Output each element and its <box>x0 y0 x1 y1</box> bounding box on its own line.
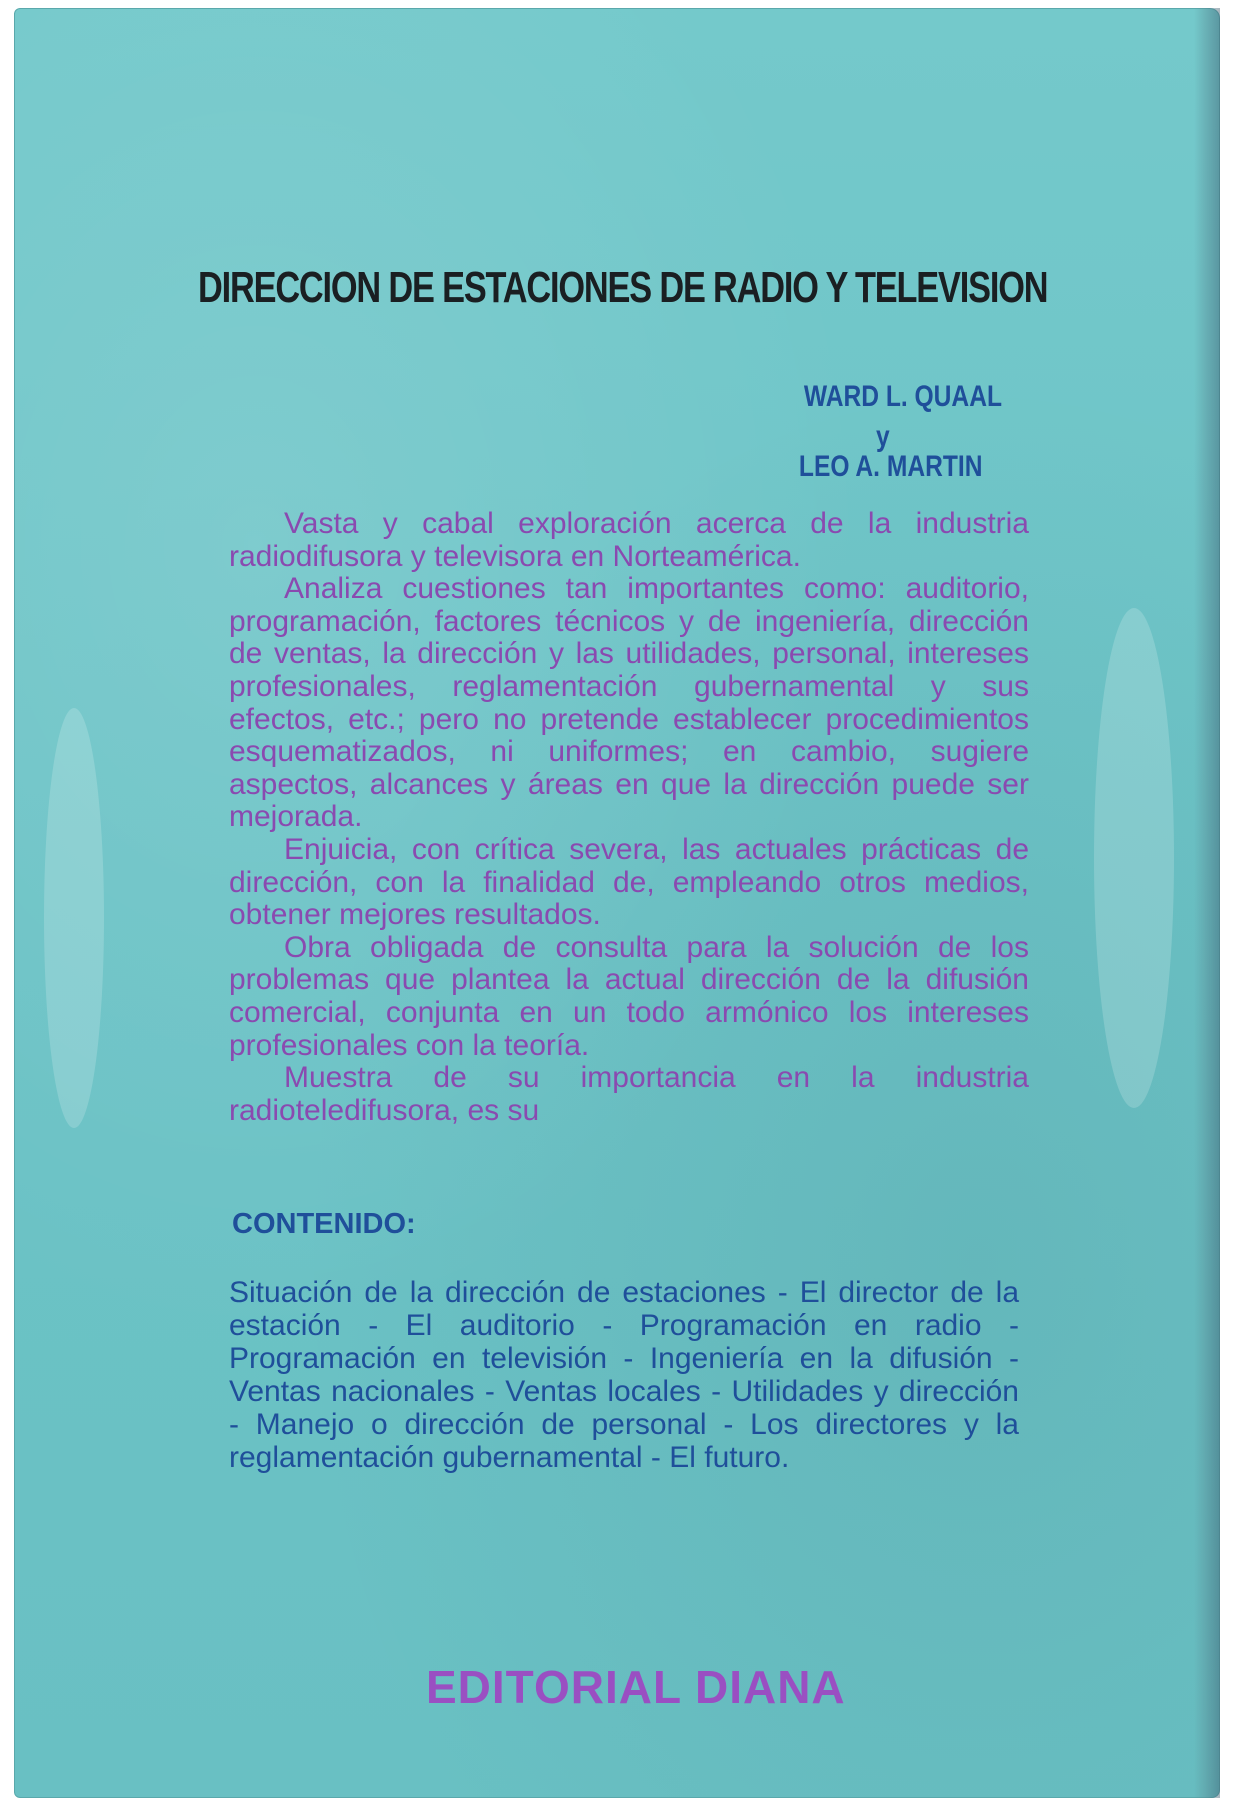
description-paragraph: Enjuicia, con crítica severa, las actuales prácticas de dirección, con la finalidad de, empleando otros medios, obtener mejores resultados. <box>229 832 1029 932</box>
contents-heading: CONTENIDO: <box>232 1208 416 1240</box>
contents-list: Situación de la dirección de estaciones - El director de la estación - El auditorio - Programación en radio - Programación en televisión - Ingeniería en la difusión - Ventas nacionales - Ventas locales - Utilidades y dirección - Manejo o dirección de personal - Los directores y la reglamentación gubernamental - El futuro. <box>229 1276 1019 1474</box>
description-paragraph: Muestra de su importancia en la industria radioteledifusora, es su <box>229 1061 1029 1127</box>
author-name-first: WARD L. QUAAL <box>803 380 1002 413</box>
cover-wear-mark <box>1094 608 1174 1108</box>
author-name-second: LEO A. MARTIN <box>798 450 983 483</box>
description-paragraph: Obra obligada de consulta para la solución de los problemas que plantea la actual dirección de la difusión comercial, conjunta en un todo armónico los intereses profesionales con la teoría. <box>229 930 1029 1062</box>
cover-spine-edge <box>1194 8 1220 1798</box>
cover-wear-mark <box>44 708 104 1128</box>
book-title: DIRECCION DE ESTACIONES DE RADIO Y TELEVISION <box>198 263 1048 312</box>
description-paragraph: Analiza cuestiones tan importantes como: auditorio, programación, factores técnicos y de ingeniería, dirección de ventas, la dirección y las utilidades, personal, intereses profesionales, reglamentación gubernamental y sus efectos, etc.; pero no pretende establecer procedimientos esquematizados, ni uniformes; en cambio, sugiere aspectos, alcances y áreas en que la dirección puede ser mejorada. <box>229 572 1029 834</box>
author-connector: y <box>876 420 890 453</box>
book-back-cover <box>14 8 1220 1798</box>
description-block <box>229 508 1029 1127</box>
publisher-name: EDITORIAL DIANA <box>426 1661 846 1713</box>
description-paragraph: Vasta y cabal exploración acerca de la industria radiodifusora y televisora en Norteamérica. <box>229 507 1029 573</box>
